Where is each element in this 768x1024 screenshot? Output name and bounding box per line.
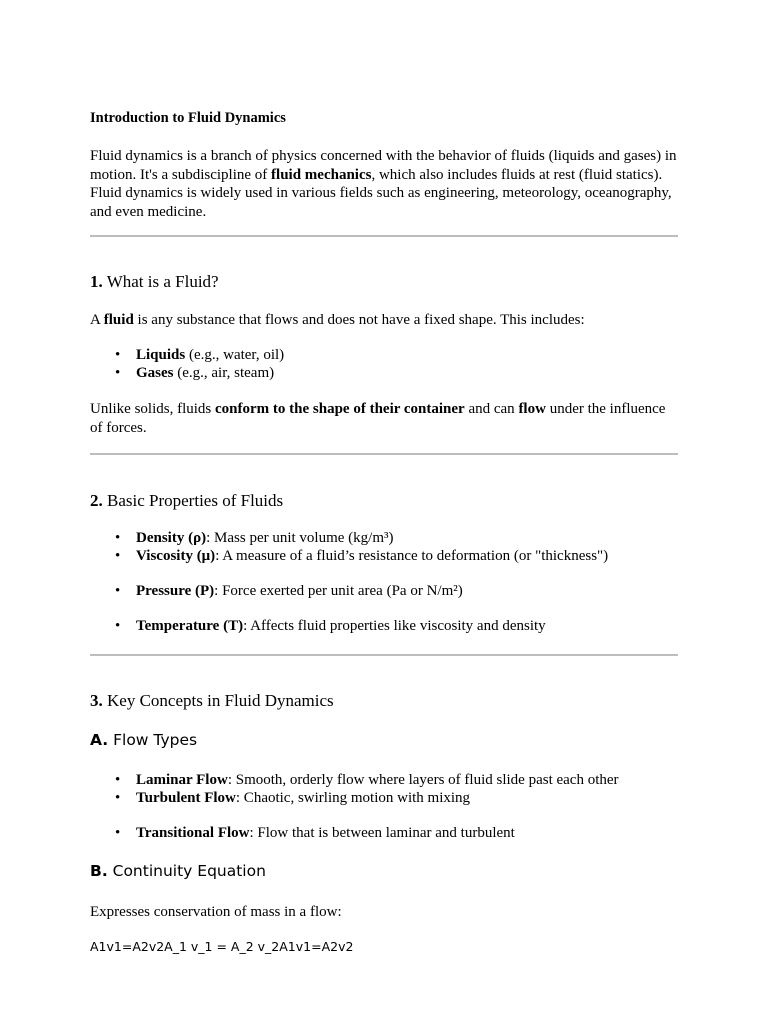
- continuity-equation: A1v1=A2v2A_1 v_1 = A_2 v_2A1v1=A2v2: [90, 939, 354, 954]
- list-item: [90, 529, 678, 547]
- document-title: Introduction to Fluid Dynamics: [90, 110, 286, 126]
- s1-p1-text-1: A: [90, 312, 104, 328]
- subsection-a-label: A.: [90, 731, 109, 749]
- list-item-text: : Affects fluid properties like viscosity and density: [243, 618, 546, 634]
- list-item: [90, 789, 678, 807]
- section-3-title: Key Concepts in Fluid Dynamics: [102, 691, 334, 710]
- list-item: [90, 771, 678, 789]
- subsection-b-label: B.: [90, 862, 108, 880]
- list-item-text: (e.g., air, steam): [173, 365, 275, 381]
- section-1-number: 1.: [90, 272, 103, 291]
- list-item-bold: Viscosity (μ): [136, 548, 216, 564]
- list-item-bold: Density (ρ): [136, 530, 207, 546]
- section-1-paragraph-2: [90, 400, 678, 437]
- list-item-bold: Temperature (T): [136, 618, 244, 634]
- divider-1: [90, 235, 678, 237]
- list-item-bold: Laminar Flow: [136, 772, 228, 788]
- s1-p2-bold-1: conform to the shape of their container: [215, 401, 465, 417]
- s1-p1-bold-fluid: fluid: [103, 312, 134, 328]
- subsection-a-title: Flow Types: [108, 731, 198, 749]
- section-1-paragraph-1: [90, 311, 678, 330]
- divider-3: [90, 654, 678, 656]
- list-item-text: : Chaotic, swirling motion with mixing: [235, 790, 471, 806]
- list-item: [90, 346, 678, 364]
- list-item-bold: Transitional Flow: [136, 825, 250, 841]
- divider-2: [90, 453, 678, 455]
- continuity-description: Expresses conservation of mass in a flow:: [90, 904, 342, 920]
- section-2-number: 2.: [90, 491, 103, 510]
- list-item-text: (e.g., water, oil): [185, 347, 285, 363]
- properties-list: [90, 529, 678, 635]
- list-item-text: : Flow that is between laminar and turbulent: [249, 825, 515, 841]
- subsection-a-heading: [90, 731, 197, 749]
- subsection-b-title: Continuity Equation: [107, 862, 266, 880]
- list-item-bold: Liquids: [136, 347, 186, 363]
- fluid-types-list: [90, 346, 678, 382]
- section-3-heading: [90, 691, 334, 711]
- list-item-bold: Turbulent Flow: [136, 790, 236, 806]
- list-item: [90, 617, 678, 635]
- list-item: [90, 364, 678, 382]
- s1-p2-text-2: and can: [464, 401, 519, 417]
- section-1-heading: [90, 272, 219, 292]
- list-item-text: : Smooth, orderly flow where layers of fluid slide past each other: [227, 772, 619, 788]
- intro-text-1: Fluid dynamics is a branch of physics concerned with the behavior of fluids (liquids and gases) in motion. It's a subdiscipline of: [90, 148, 677, 183]
- section-2-title: Basic Properties of Fluids: [102, 491, 284, 510]
- list-item-bold: Gases: [136, 365, 174, 381]
- intro-paragraph: [90, 147, 678, 221]
- intro-bold-fluid-mechanics: fluid mechanics: [271, 166, 372, 183]
- list-item: [90, 582, 678, 600]
- intro-text-2: , which also includes fluids at rest (fluid statics). Fluid dynamics is widely used in various fields such as engineering, meteorology, oceanography, and even medicine.: [90, 166, 672, 220]
- list-item-bold: Pressure (P): [136, 583, 215, 599]
- section-3-number: 3.: [90, 691, 103, 710]
- list-item-text: : Force exerted per unit area (Pa or N/m²): [214, 583, 463, 599]
- flow-types-list: [90, 771, 678, 842]
- s1-p2-bold-2: flow: [518, 401, 546, 417]
- subsection-b-heading: [90, 862, 266, 880]
- s1-p1-text-2: is any substance that flows and does not have a fixed shape. This includes:: [133, 312, 585, 328]
- section-2-heading: [90, 491, 283, 511]
- s1-p2-text-3: under the influence of forces.: [90, 401, 666, 436]
- list-item-text: : Mass per unit volume (kg/m³): [206, 530, 394, 546]
- list-item: [90, 824, 678, 842]
- list-item: [90, 547, 678, 565]
- list-item-text: : A measure of a fluid’s resistance to deformation (or "thickness"): [215, 548, 609, 564]
- section-1-title: What is a Fluid?: [102, 272, 219, 291]
- s1-p2-text-1: Unlike solids, fluids: [90, 401, 216, 417]
